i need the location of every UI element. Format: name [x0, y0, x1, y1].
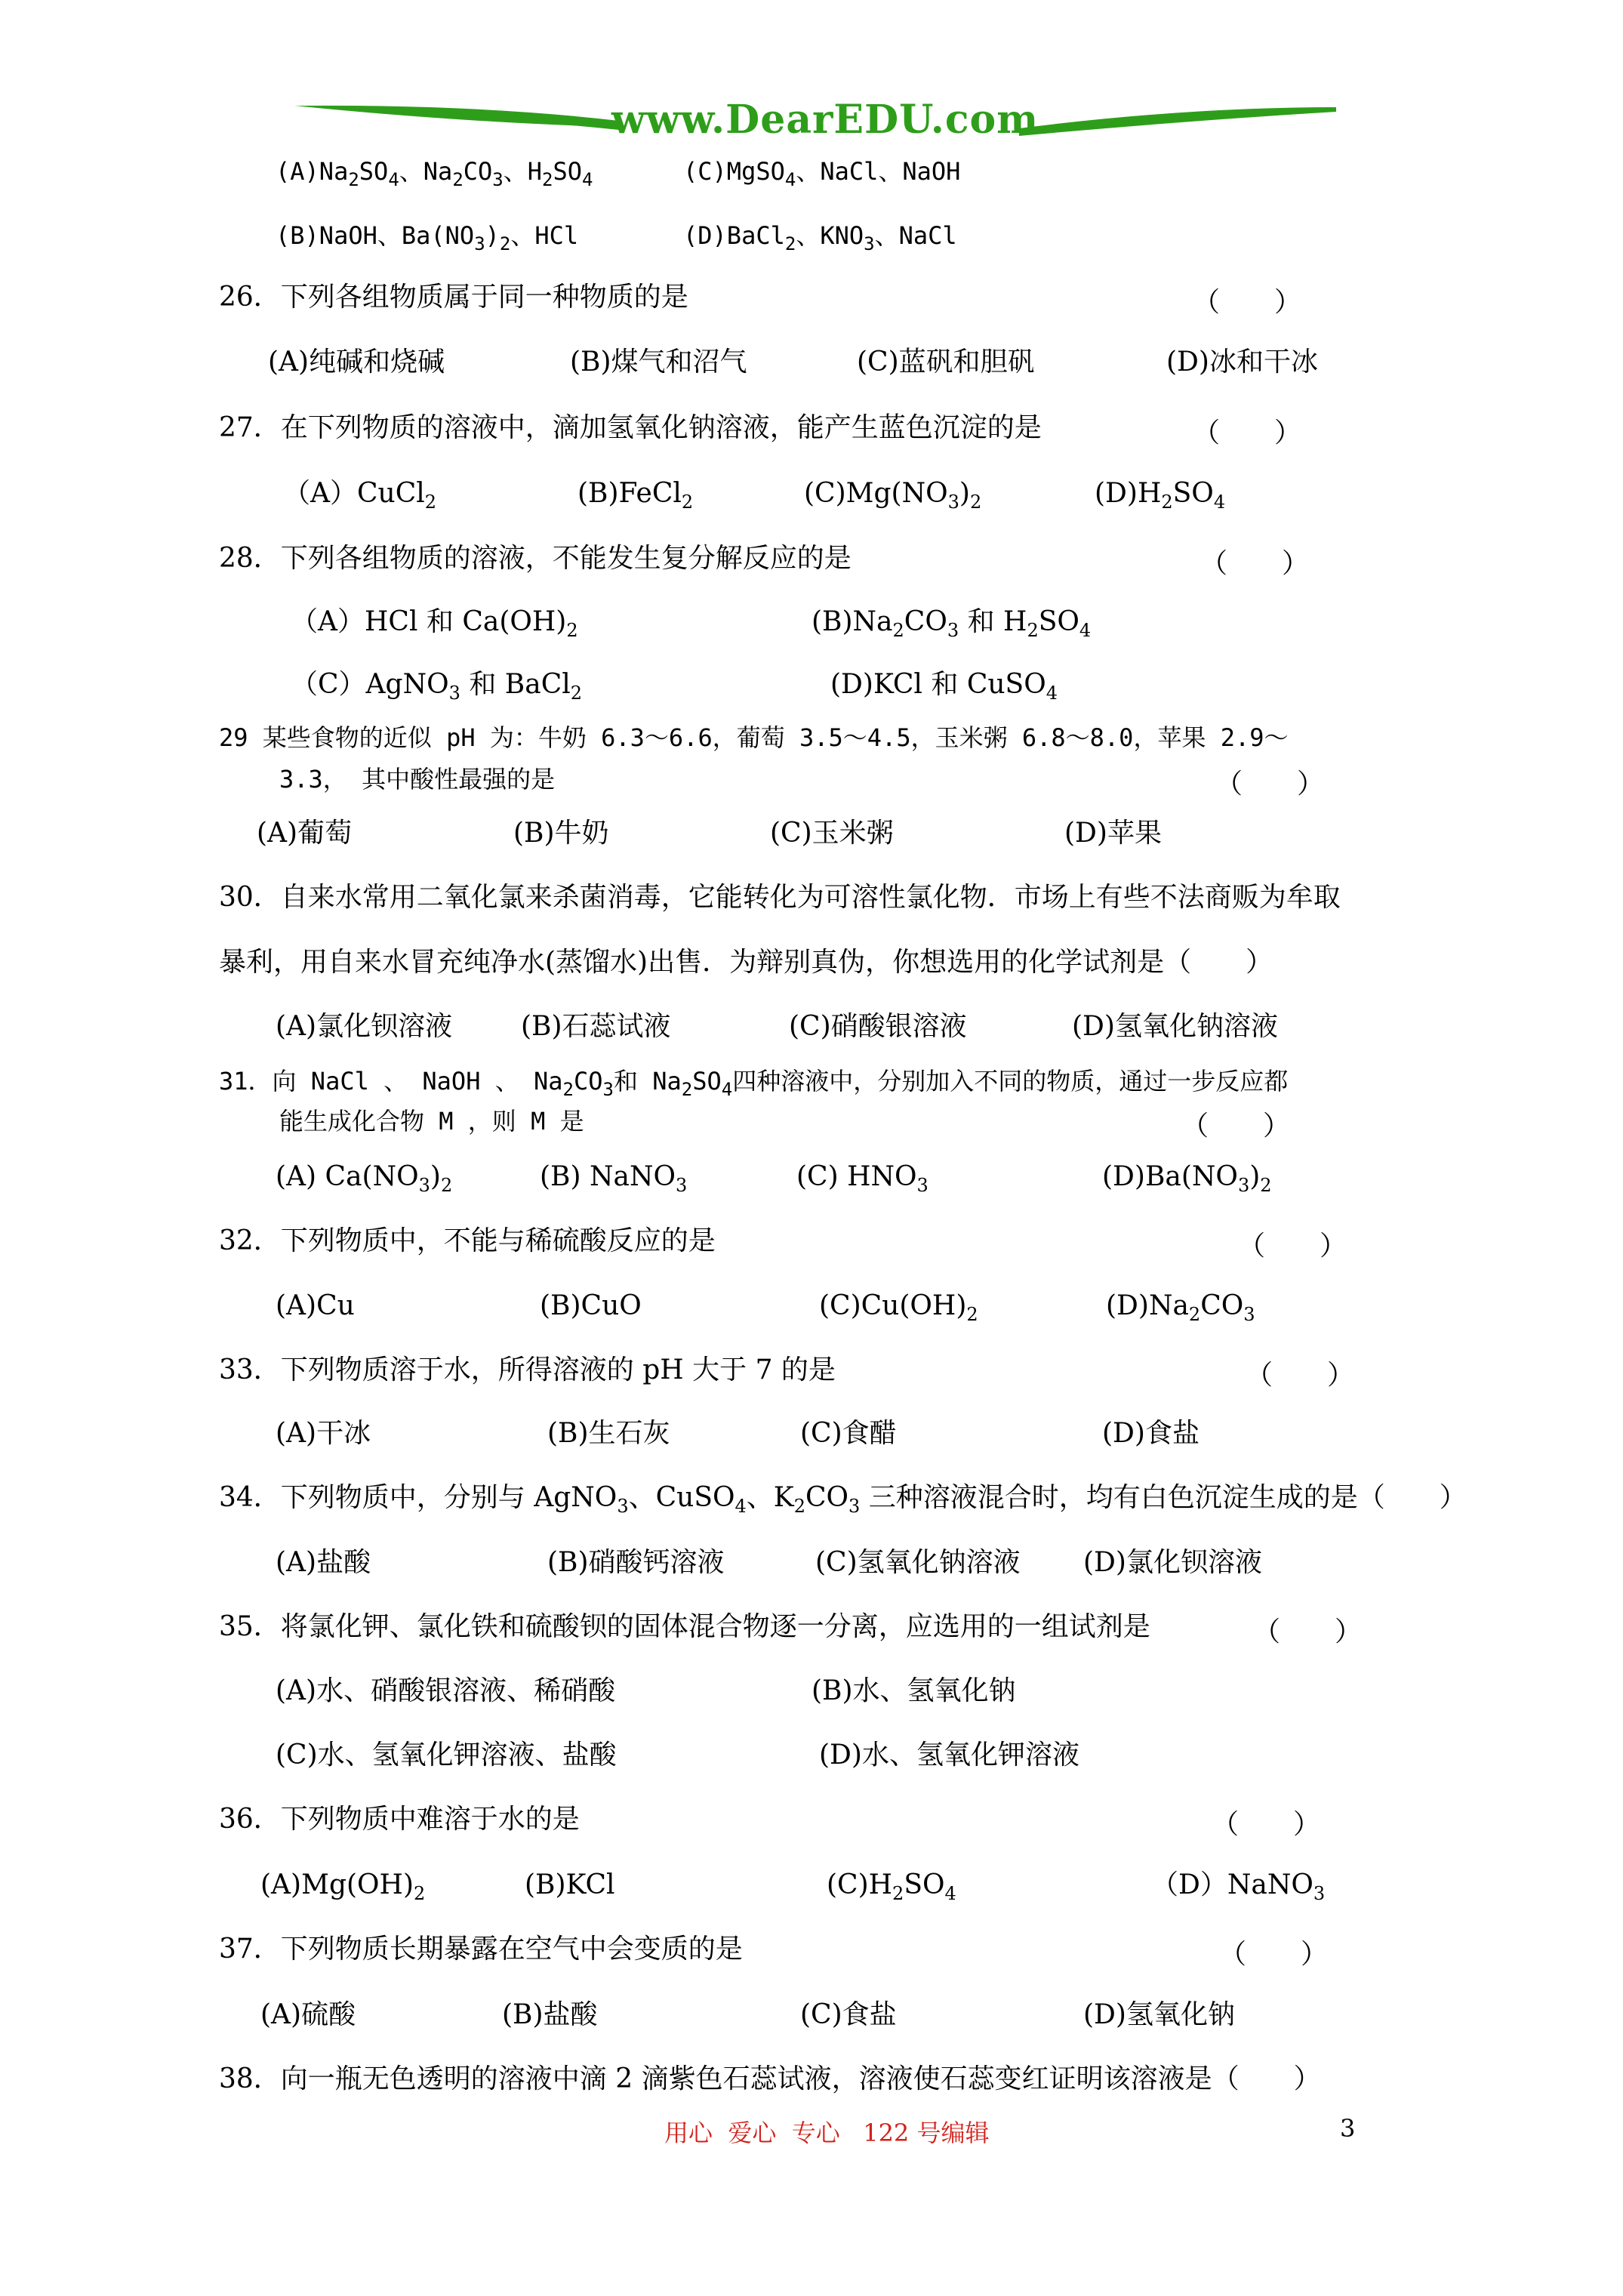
q28-option-d [830, 668, 1058, 704]
q34-option-b: (B)硝酸钙溶液 [547, 1547, 725, 1578]
q33-option-a: (A)干冰 [276, 1418, 371, 1449]
text-segment: 、CuSO [628, 1482, 735, 1513]
subscript: 2 [784, 233, 796, 254]
q31-answer-blank: （ ） [1181, 1111, 1291, 1142]
q27-option-d [1095, 477, 1226, 513]
q35-option-c: (C)水、氢氧化钾溶液、盐酸 [276, 1740, 617, 1771]
subscript: 2 [542, 169, 553, 190]
subscript: 3 [602, 1079, 614, 1100]
q27-option-a [283, 477, 437, 513]
subscript: 3 [1313, 1883, 1326, 1904]
q31-option-a [276, 1160, 452, 1194]
text-segment: ) [485, 221, 500, 250]
text-segment: 和 Na [613, 1067, 682, 1096]
text-segment: 、NaCl [874, 221, 957, 250]
text-segment: （C）AgNO [291, 669, 449, 700]
q34-option-c: (C)氢氧化钠溶液 [815, 1547, 1021, 1578]
q35-option-a: (A)水、硝酸银溶液、稀硝酸 [276, 1675, 616, 1706]
subscript: 4 [1046, 683, 1058, 704]
text-segment: SO [359, 157, 389, 186]
text-segment: (D)H [1095, 478, 1162, 509]
q34-stem [219, 1481, 1467, 1515]
text-segment: (B)CuO [540, 1290, 642, 1321]
text-segment: (A)Cu [276, 1290, 355, 1321]
text-segment: (A)Mg(OH) [260, 1869, 414, 1900]
q31-stem-line2: 能生成化合物 M ，则 M 是 [279, 1107, 584, 1136]
q28-option-b [812, 606, 1091, 639]
text-segment: CO [463, 157, 493, 186]
subscript: 3 [864, 233, 875, 254]
q26-option-c: (C)蓝矾和胆矾 [857, 347, 1035, 378]
subscript: 3 [492, 169, 504, 190]
q25-option-a [276, 155, 593, 188]
text-segment: (D)Na [1106, 1290, 1189, 1321]
q38-stem: 38．向一瓶无色透明的溶液中滴 2 滴紫色石蕊试液，溶液使石蕊变红证明该溶液是（ ） [219, 2063, 1321, 2094]
q31-option-b [540, 1160, 687, 1194]
text-segment: 31．向 NaCl 、 NaOH 、 Na [219, 1067, 563, 1096]
q32-option-d [1106, 1290, 1255, 1323]
q34-option-a: (A)盐酸 [276, 1547, 371, 1578]
q28-option-a [291, 606, 578, 639]
q33-option-c: (C)食醋 [800, 1418, 897, 1449]
subscript: 3 [947, 492, 959, 513]
text-segment: (A)Na [276, 157, 349, 186]
subscript: 3 [848, 1496, 861, 1517]
subscript: 4 [388, 169, 399, 190]
text-segment: 和 H [959, 606, 1027, 637]
q31-option-c [796, 1160, 929, 1194]
text-segment: CO [573, 1067, 603, 1096]
subscript: 4 [1079, 620, 1092, 641]
text-segment: SO [1172, 478, 1214, 509]
q27-answer-blank: （ ） [1193, 418, 1302, 448]
q36-option-c [827, 1869, 956, 1902]
q25-option-c [683, 155, 960, 188]
subscript: 2 [892, 1883, 904, 1904]
text-segment: (C)Mg(NO [804, 478, 948, 509]
text-segment: 和 BaCl [460, 669, 571, 700]
text-segment: (B)Na [812, 606, 893, 637]
subscript: 2 [966, 1304, 978, 1325]
text-segment: CO [805, 1482, 849, 1513]
text-segment: SO [553, 157, 583, 186]
q32-answer-blank: （ ） [1238, 1231, 1347, 1262]
subscript: 3 [448, 683, 460, 704]
subscript: 2 [562, 1079, 574, 1100]
text-segment: 34．下列物质中，分别与 AgNO [219, 1482, 617, 1513]
q32-option-c [819, 1290, 978, 1323]
text-segment: CO [904, 606, 947, 637]
text-segment: SO [1038, 606, 1079, 637]
q29-option-d: (D)苹果 [1064, 818, 1162, 849]
page-number: 3 [1340, 2114, 1356, 2143]
q28-answer-blank: （ ） [1200, 548, 1310, 579]
q30-option-a: (A)氯化钡溶液 [276, 1011, 453, 1042]
q35-option-d: (D)水、氢氧化钾溶液 [819, 1740, 1079, 1771]
q30-option-b: (B)石蕊试液 [521, 1011, 671, 1042]
text-segment: 三种溶液混合时，均有白色沉淀生成的是（ ） [860, 1482, 1467, 1513]
q36-answer-blank: （ ） [1212, 1809, 1321, 1840]
text-segment: 、Na [399, 157, 453, 186]
subscript: 2 [414, 1883, 426, 1904]
text-segment: SO [692, 1067, 722, 1096]
q33-option-b: (B)生石灰 [547, 1418, 670, 1449]
text-segment: (D)KCl 和 CuSO [830, 669, 1046, 700]
subscript: 2 [499, 233, 511, 254]
site-logo-text: www.DearEDU.com [611, 97, 1039, 143]
text-segment: 、KNO [796, 221, 864, 250]
subscript: 3 [947, 620, 959, 641]
q29-option-c: (C)玉米粥 [770, 818, 894, 849]
q26-stem: 26．下列各组物质属于同一种物质的是 [219, 282, 688, 313]
q32-stem: 32．下列物质中，不能与稀硫酸反应的是 [219, 1225, 716, 1256]
subscript: 2 [440, 1175, 453, 1196]
q29-option-a: (A)葡萄 [257, 818, 353, 849]
q37-option-d: (D)氢氧化钠 [1083, 1999, 1235, 2030]
text-segment: (C)Cu(OH) [819, 1290, 967, 1321]
subscript: 2 [1188, 1304, 1201, 1325]
q31-stem-line1 [219, 1065, 1288, 1098]
q29-stem-line1: 29 某些食物的近似 pH 为：牛奶 6.3～6.6，葡萄 3.5～4.5，玉米粥 6.8～8.0，苹果 2.9～ [219, 723, 1289, 752]
q36-stem: 36．下列物质中难溶于水的是 [219, 1804, 580, 1835]
text-segment: CO [1200, 1290, 1244, 1321]
q26-answer-blank: （ ） [1193, 287, 1302, 318]
q32-option-b [540, 1290, 642, 1323]
subscript: 4 [735, 1496, 747, 1517]
q37-option-b: (B)盐酸 [502, 1999, 598, 2030]
text-segment: (C)H [827, 1869, 893, 1900]
q30-stem-line1: 30．自来水常用二氧化氯来杀菌消毒，它能转化为可溶性氯化物．市场上有些不法商贩为牟取 [219, 882, 1341, 913]
text-segment: ) [430, 1161, 441, 1192]
text-segment: 、NaCl、NaOH [796, 157, 961, 186]
subscript: 3 [1243, 1304, 1255, 1325]
subscript: 2 [793, 1496, 805, 1517]
text-segment: (D)Ba(NO [1102, 1161, 1238, 1192]
q36-option-d [1151, 1869, 1325, 1902]
q36-option-a [260, 1869, 425, 1902]
text-segment: （A）CuCl [283, 478, 425, 509]
text-segment: 、HCl [510, 221, 579, 250]
q26-option-d: (D)冰和干冰 [1166, 347, 1318, 378]
subscript: 2 [570, 683, 583, 704]
subscript: 4 [582, 169, 593, 190]
q37-stem: 37．下列物质长期暴露在空气中会变质的是 [219, 1934, 743, 1965]
subscript: 4 [721, 1079, 733, 1100]
subscript: 3 [916, 1175, 929, 1196]
text-segment: (A) Ca(NO [276, 1161, 419, 1192]
q37-option-a: (A)硫酸 [260, 1999, 356, 2030]
subscript: 2 [424, 492, 437, 513]
q28-option-c [291, 668, 583, 704]
q25-option-d [683, 219, 957, 252]
q31-option-d [1102, 1160, 1272, 1194]
q27-option-c [804, 477, 982, 513]
q34-option-d: (D)氯化钡溶液 [1083, 1547, 1262, 1578]
text-segment: (C) HNO [796, 1161, 917, 1192]
q35-stem: 35．将氯化钾、氯化铁和硫酸钡的固体混合物逐一分离，应选用的一组试剂是 [219, 1611, 1150, 1642]
text-segment: 、K [746, 1482, 794, 1513]
text-segment: （D）NaNO [1151, 1869, 1313, 1900]
text-segment: ) [959, 478, 970, 509]
q29-option-b: (B)牛奶 [513, 818, 609, 849]
text-segment: (D)BaCl [683, 221, 785, 250]
q30-option-d: (D)氢氧化钠溶液 [1072, 1011, 1278, 1042]
q27-stem: 27．在下列物质的溶液中，滴加氢氧化钠溶液，能产生蓝色沉淀的是 [219, 412, 1042, 443]
subscript: 2 [681, 1079, 693, 1100]
footer-credit: 用心 爱心 专心 122 号编辑 [664, 2119, 990, 2147]
subscript: 2 [1161, 492, 1173, 513]
text-segment: (B)NaOH、Ba(NO [276, 221, 475, 250]
q27-option-b [577, 477, 694, 513]
q35-answer-blank: （ ） [1253, 1616, 1363, 1647]
q29-stem-line2: 3.3， 其中酸性最强的是 [279, 765, 556, 794]
q30-option-c: (C)硝酸银溶液 [789, 1011, 967, 1042]
text-segment: (B)FeCl [577, 478, 682, 509]
q25-option-b [276, 219, 578, 252]
q26-option-b: (B)煤气和沼气 [570, 347, 747, 378]
subscript: 2 [681, 492, 694, 513]
text-segment: (B) NaNO [540, 1161, 676, 1192]
subscript: 2 [1027, 620, 1039, 641]
text-segment: 四种溶液中，分别加入不同的物质，通过一步反应都 [732, 1067, 1289, 1096]
subscript: 2 [348, 169, 359, 190]
subscript: 4 [784, 169, 796, 190]
subscript: 3 [418, 1175, 430, 1196]
q37-option-c: (C)食盐 [800, 1999, 897, 2030]
subscript: 2 [452, 169, 463, 190]
subscript: 3 [675, 1175, 688, 1196]
subscript: 4 [1213, 492, 1226, 513]
text-segment: 、H [503, 157, 543, 186]
text-segment: ) [1249, 1161, 1261, 1192]
subscript: 2 [969, 492, 982, 513]
q33-answer-blank: （ ） [1246, 1360, 1355, 1391]
q37-answer-blank: （ ） [1219, 1939, 1329, 1970]
text-segment: （A）HCl 和 Ca(OH) [291, 606, 567, 637]
text-segment: SO [904, 1869, 945, 1900]
q33-stem: 33．下列物质溶于水，所得溶液的 pH 大于 7 的是 [219, 1354, 836, 1385]
q30-stem-line2: 暴利，用自来水冒充纯净水(蒸馏水)出售．为辩别真伪，你想选用的化学试剂是（ ） [219, 947, 1273, 978]
q33-option-d: (D)食盐 [1102, 1418, 1200, 1449]
subscript: 3 [617, 1496, 629, 1517]
q35-option-b: (B)水、氢氧化钠 [812, 1675, 1016, 1706]
subscript: 3 [1237, 1175, 1250, 1196]
subscript: 2 [566, 620, 578, 641]
subscript: 2 [892, 620, 904, 641]
q29-answer-blank: （ ） [1215, 769, 1325, 800]
text-segment: (C)MgSO [683, 157, 785, 186]
q26-option-a: (A)纯碱和烧碱 [268, 347, 445, 378]
q36-option-b [525, 1869, 615, 1902]
q28-stem: 28．下列各组物质的溶液，不能发生复分解反应的是 [219, 543, 852, 574]
q32-option-a [276, 1290, 355, 1323]
subscript: 4 [944, 1883, 956, 1904]
subscript: 3 [474, 233, 485, 254]
text-segment: (B)KCl [525, 1869, 615, 1900]
subscript: 2 [1260, 1175, 1272, 1196]
